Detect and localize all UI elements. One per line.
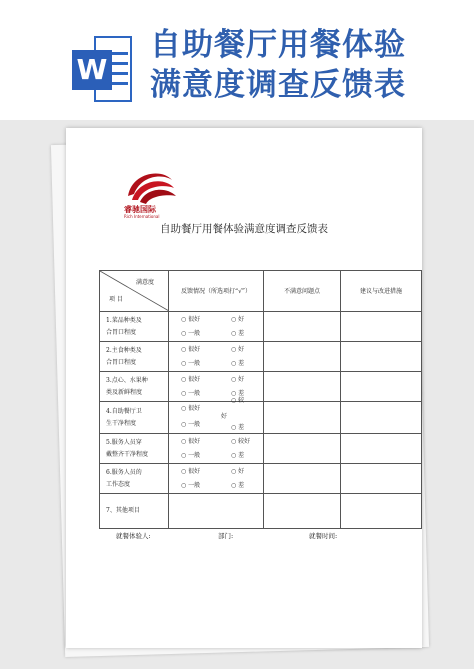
issue-cell[interactable] [264, 342, 341, 372]
suggestion-cell[interactable] [341, 402, 422, 434]
option-poor[interactable]: ○ 差 [231, 424, 245, 431]
option-poor[interactable]: ○ 差 [231, 452, 245, 459]
header-suggestion: 建议与改进措施 [341, 271, 422, 312]
option-average[interactable]: ○ 一般 [181, 360, 201, 367]
table-row [100, 434, 422, 464]
logo-brand-en: Rich International [124, 214, 160, 219]
item-label: 5.服务人员穿 [106, 438, 142, 446]
table-row [100, 312, 422, 342]
logo-globe-icon [122, 166, 180, 206]
option-good[interactable]: ○ 好 [231, 346, 245, 353]
feedback-cell[interactable] [169, 494, 264, 529]
item-cell [100, 342, 169, 372]
item-label: 合胃口程度 [106, 328, 137, 336]
item-cell [100, 434, 169, 464]
issue-cell[interactable] [264, 494, 341, 529]
item-label: 2.主食种类及 [106, 346, 142, 354]
option-very-good[interactable]: ○ 很好 [181, 438, 201, 445]
table-row [100, 464, 422, 494]
banner-title-line2: 满意度调查反馈表 [150, 67, 406, 103]
feedback-cell [169, 434, 264, 464]
issue-cell[interactable] [264, 372, 341, 402]
item-cell [100, 402, 169, 434]
option-average[interactable]: ○ 一般 [181, 482, 201, 489]
item-cell [100, 464, 169, 494]
banner-title-line1: 自助餐厅用餐体验 [150, 27, 406, 63]
feedback-cell [169, 342, 264, 372]
option-very-good[interactable]: ○ 很好 [181, 468, 201, 475]
option-good[interactable]: ○ 好 [231, 376, 245, 383]
issue-cell[interactable] [264, 402, 341, 434]
item-label: 7、其他项目 [106, 507, 140, 514]
table-row [100, 494, 422, 529]
option-better[interactable]: ○ 较 [231, 397, 245, 404]
company-logo [122, 166, 180, 222]
item-label: 戴整齐干净程度 [106, 450, 149, 458]
suggestion-cell[interactable] [341, 342, 422, 372]
form-title: 自助餐厅用餐体验满意度调查反馈表 [160, 223, 328, 235]
diagonal-line [100, 271, 169, 311]
item-label: 6.服务人员的 [106, 468, 142, 476]
feedback-cell [169, 397, 264, 434]
issue-cell[interactable] [264, 312, 341, 342]
option-good[interactable]: ○ 好 [231, 316, 245, 323]
option-average[interactable]: ○ 一般 [181, 452, 201, 459]
item-label: 4.自助餐厅卫 [106, 407, 142, 415]
item-cell [100, 312, 169, 342]
item-label: 1.菜品种类及 [106, 316, 142, 324]
suggestion-cell[interactable] [341, 464, 422, 494]
word-document-icon [72, 36, 132, 102]
document-page [66, 128, 422, 648]
option-better-suffix: 好 [221, 413, 228, 420]
item-label: 3.点心、水果种 [106, 376, 148, 384]
issue-cell[interactable] [264, 434, 341, 464]
suggestion-cell[interactable] [341, 434, 422, 464]
suggestion-cell[interactable] [341, 494, 422, 529]
option-average[interactable]: ○ 一般 [181, 421, 201, 428]
header-feedback: 反馈情况（所选项打“√”） [169, 271, 264, 312]
option-very-good[interactable]: ○ 很好 [181, 376, 201, 383]
table-row [100, 372, 422, 402]
item-cell [100, 494, 169, 529]
item-label: 工作态度 [106, 480, 131, 488]
option-poor[interactable]: ○ 差 [231, 360, 245, 367]
suggestion-cell[interactable] [341, 312, 422, 342]
header-satisfaction-label: 满意度 [135, 279, 154, 286]
option-average[interactable]: ○ 一般 [181, 390, 201, 397]
header-diagonal-cell [100, 271, 169, 312]
item-label: 生干净程度 [106, 419, 137, 427]
logo-brand-cn: 睿驰国际 [124, 205, 156, 214]
option-better[interactable]: ○ 较好 [231, 438, 251, 445]
feedback-cell [169, 372, 264, 402]
word-letter-badge: W [72, 50, 112, 90]
item-cell [100, 372, 169, 402]
item-label: 合胃口程度 [106, 358, 137, 366]
table-row [100, 342, 422, 372]
option-average[interactable]: ○ 一般 [181, 330, 201, 337]
table-header-row [100, 271, 422, 312]
option-poor[interactable]: ○ 差 [231, 482, 245, 489]
survey-table [99, 270, 422, 529]
banner-title [150, 25, 470, 105]
banner [0, 0, 474, 120]
option-very-good[interactable]: ○ 很好 [181, 405, 201, 412]
option-very-good[interactable]: ○ 很好 [181, 346, 201, 353]
option-very-good[interactable]: ○ 很好 [181, 316, 201, 323]
diner-label: 就餐体验人: [116, 532, 151, 540]
table-row [100, 402, 422, 434]
header-issue: 不满意问题点 [264, 271, 341, 312]
feedback-cell [169, 312, 264, 342]
option-good[interactable]: ○ 好 [231, 468, 245, 475]
suggestion-cell[interactable] [341, 372, 422, 402]
issue-cell[interactable] [264, 464, 341, 494]
dining-time-label: 就餐时间: [309, 532, 338, 540]
item-label: 类及新鲜程度 [106, 388, 143, 396]
option-poor[interactable]: ○ 差 [231, 330, 245, 337]
header-item-label: 项 目 [109, 296, 123, 303]
department-label: 部门: [218, 532, 234, 540]
option-poor[interactable]: ○ 差 [231, 390, 245, 397]
feedback-cell [169, 464, 264, 494]
